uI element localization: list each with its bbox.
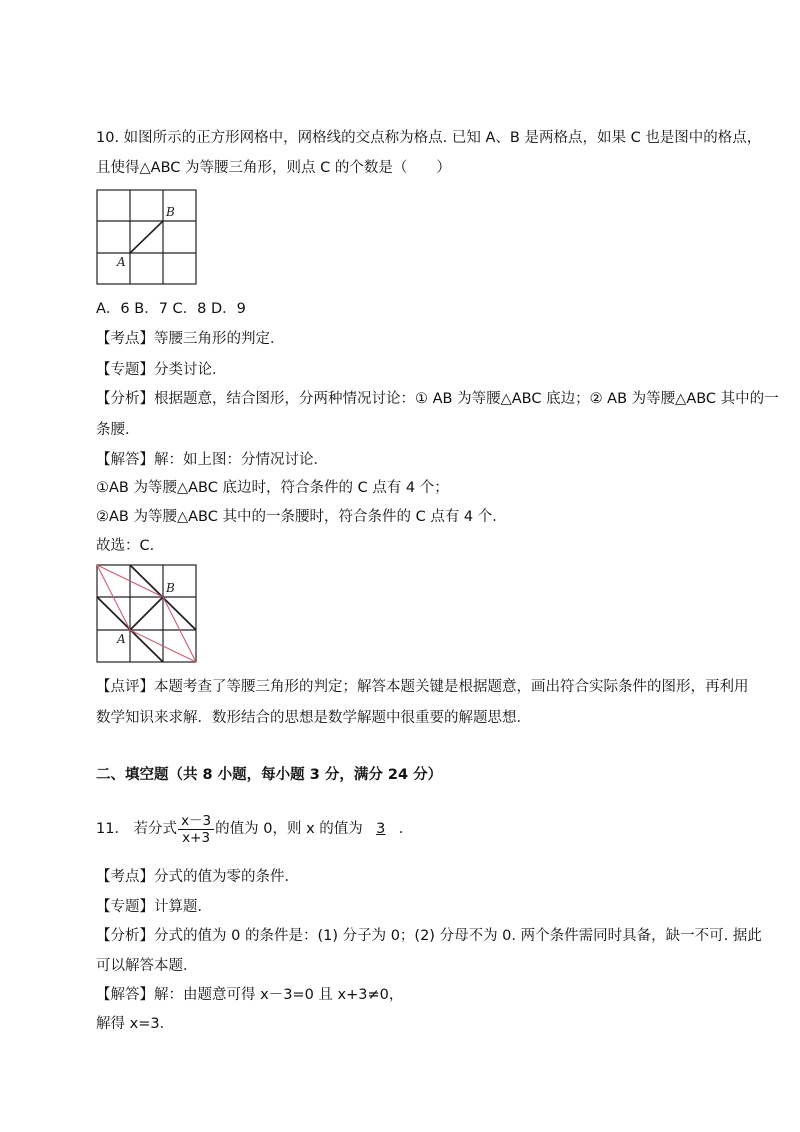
black-triangle-lines [97, 565, 196, 662]
label-a: A [117, 632, 126, 646]
q10-dianping-line1: 【点评】本题考查了等腰三角形的判定；解答本题关键是根据题意，画出符合实际条件的图形，再利用 [96, 679, 749, 695]
grid-figure-1 [96, 189, 198, 286]
answer-blank: 3 [376, 821, 386, 837]
q11-middle: 的值为 0，则 x 的值为 [215, 821, 363, 837]
fraction-denominator: x+3 [182, 829, 211, 846]
q11-jieda-line2: 解得 x=3． [96, 1016, 175, 1032]
q11-suffix: ． [398, 821, 414, 837]
label-b: B [166, 581, 175, 595]
q10-kaodian: 【考点】等腰三角形的判定． [96, 331, 285, 347]
label-a: A [117, 255, 126, 269]
fraction [178, 813, 214, 846]
q10-jieda-line2: ①AB 为等腰△ABC 底边时，符合条件的 C 点有 4 个； [96, 480, 449, 496]
label-b: B [166, 205, 175, 219]
fraction-numerator: x－3 [178, 813, 214, 830]
q10-stem-line1: 10. 如图所示的正方形网格中，网格线的交点称为格点. 已知 A、B 是两格点，如果 C 也是图中的格点， [96, 130, 762, 146]
q11-kaodian: 【考点】分式的值为零的条件． [96, 869, 299, 885]
q10-stem-line2: 且使得△ABC 为等腰三角形，则点 C 的个数是（ ） [96, 160, 451, 176]
q11-stem [96, 812, 413, 846]
q10-options: A．6 B．7 C．8 D．9 [96, 301, 246, 317]
q11-zhuanti: 【专题】计算题． [96, 899, 212, 915]
q11-prefix: 11． 若分式 [96, 821, 178, 837]
q10-fenxi-line2: 条腰． [96, 422, 140, 438]
q11-jieda-line1: 【解答】解：由题意可得 x－3=0 且 x+3≠0， [96, 987, 404, 1003]
q11-fenxi-line2: 可以解答本题． [96, 958, 198, 974]
section-title: 二、填空题（共 8 小题，每小题 3 分，满分 24 分） [96, 767, 443, 783]
q10-jieda-line4: 故选：C． [96, 538, 165, 554]
q10-jieda-line3: ②AB 为等腰△ABC 其中的一条腰时，符合条件的 C 点有 4 个． [96, 509, 507, 525]
q10-zhuanti: 【专题】分类讨论． [96, 362, 227, 378]
grid-figure-2 [96, 564, 198, 664]
q10-jieda-line1: 【解答】解：如上图：分情况讨论． [96, 452, 328, 468]
q11-fenxi-line1: 【分析】分式的值为 0 的条件是：(1) 分子为 0；(2) 分母不为 0. 两个条件需同时具备，缺一不可. 据此 [96, 928, 762, 944]
q10-fenxi-line1: 【分析】根据题意，结合图形，分两种情况讨论：① AB 为等腰△ABC 底边；② AB 为等腰△ABC 其中的一 [96, 391, 779, 407]
q10-dianping-line2: 数学知识来求解．数形结合的思想是数学解题中很重要的解题思想． [96, 710, 531, 726]
segment-ab [130, 221, 163, 253]
